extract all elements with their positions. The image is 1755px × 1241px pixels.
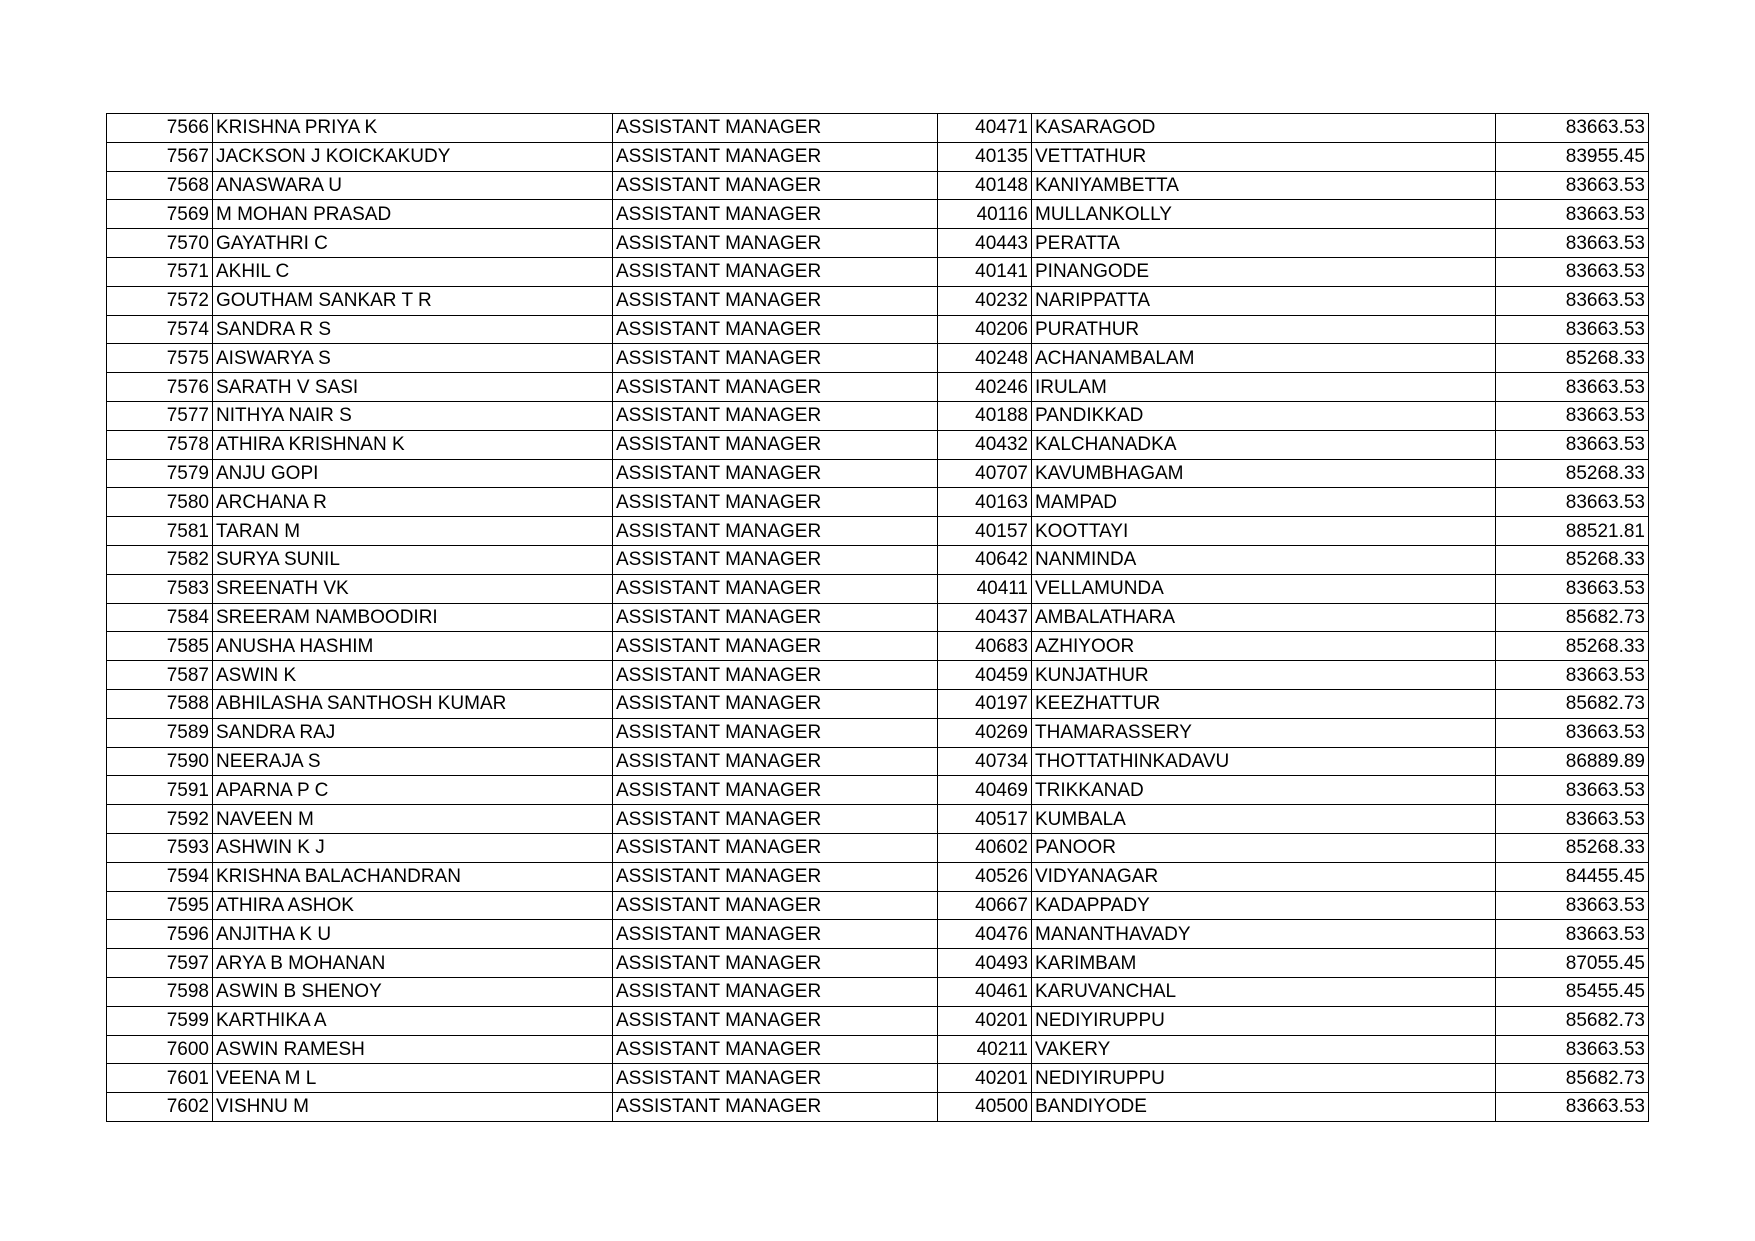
employee-id-cell: 7588 [107, 689, 213, 718]
table-row [107, 229, 1649, 258]
branch-code-cell: 40493 [938, 949, 1032, 978]
employee-name-cell: ATHIRA KRISHNAN K [213, 430, 613, 459]
employee-name-cell: SREENATH VK [213, 574, 613, 603]
amount-cell: 83663.53 [1496, 776, 1649, 805]
branch-code-cell: 40201 [938, 1006, 1032, 1035]
amount-cell: 85268.33 [1496, 545, 1649, 574]
table-row [107, 747, 1649, 776]
amount-cell: 83663.53 [1496, 114, 1649, 143]
table-row [107, 1006, 1649, 1035]
amount-cell: 85682.73 [1496, 689, 1649, 718]
employee-id-cell: 7572 [107, 286, 213, 315]
branch-name-cell: PERATTA [1032, 229, 1496, 258]
designation-cell: ASSISTANT MANAGER [613, 1035, 938, 1064]
table-row [107, 401, 1649, 430]
designation-cell: ASSISTANT MANAGER [613, 488, 938, 517]
employee-name-cell: ANASWARA U [213, 171, 613, 200]
designation-cell: ASSISTANT MANAGER [613, 142, 938, 171]
employee-name-cell: SREERAM NAMBOODIRI [213, 603, 613, 632]
table-row [107, 488, 1649, 517]
branch-code-cell: 40517 [938, 805, 1032, 834]
employee-id-cell: 7570 [107, 229, 213, 258]
branch-name-cell: THOTTATHINKADAVU [1032, 747, 1496, 776]
designation-cell: ASSISTANT MANAGER [613, 718, 938, 747]
amount-cell: 83663.53 [1496, 171, 1649, 200]
employee-name-cell: SANDRA RAJ [213, 718, 613, 747]
employee-id-cell: 7571 [107, 257, 213, 286]
table-row [107, 661, 1649, 690]
employee-name-cell: ABHILASHA SANTHOSH KUMAR [213, 689, 613, 718]
branch-name-cell: KEEZHATTUR [1032, 689, 1496, 718]
branch-name-cell: KANIYAMBETTA [1032, 171, 1496, 200]
table-row [107, 286, 1649, 315]
amount-cell: 83663.53 [1496, 488, 1649, 517]
branch-name-cell: KUMBALA [1032, 805, 1496, 834]
branch-code-cell: 40734 [938, 747, 1032, 776]
designation-cell: ASSISTANT MANAGER [613, 1093, 938, 1122]
employee-id-cell: 7580 [107, 488, 213, 517]
amount-cell: 85268.33 [1496, 344, 1649, 373]
employee-name-cell: AKHIL C [213, 257, 613, 286]
branch-name-cell: VIDYANAGAR [1032, 862, 1496, 891]
branch-code-cell: 40476 [938, 920, 1032, 949]
employee-name-cell: ARCHANA R [213, 488, 613, 517]
amount-cell: 88521.81 [1496, 517, 1649, 546]
table-row [107, 949, 1649, 978]
employee-id-cell: 7568 [107, 171, 213, 200]
branch-name-cell: MANANTHAVADY [1032, 920, 1496, 949]
branch-name-cell: KASARAGOD [1032, 114, 1496, 143]
table-row [107, 977, 1649, 1006]
branch-code-cell: 40459 [938, 661, 1032, 690]
designation-cell: ASSISTANT MANAGER [613, 229, 938, 258]
branch-name-cell: KARUVANCHAL [1032, 977, 1496, 1006]
designation-cell: ASSISTANT MANAGER [613, 632, 938, 661]
branch-code-cell: 40471 [938, 114, 1032, 143]
branch-name-cell: PANOOR [1032, 833, 1496, 862]
employee-id-cell: 7602 [107, 1093, 213, 1122]
table-row [107, 257, 1649, 286]
branch-name-cell: AMBALATHARA [1032, 603, 1496, 632]
branch-name-cell: KALCHANADKA [1032, 430, 1496, 459]
amount-cell: 83663.53 [1496, 315, 1649, 344]
employee-id-cell: 7592 [107, 805, 213, 834]
employee-id-cell: 7582 [107, 545, 213, 574]
employee-name-cell: ASHWIN K J [213, 833, 613, 862]
employee-id-cell: 7581 [107, 517, 213, 546]
employee-id-cell: 7585 [107, 632, 213, 661]
table-body [107, 114, 1649, 1122]
branch-code-cell: 40148 [938, 171, 1032, 200]
branch-name-cell: IRULAM [1032, 373, 1496, 402]
branch-name-cell: MULLANKOLLY [1032, 200, 1496, 229]
employee-name-cell: VEENA M L [213, 1064, 613, 1093]
branch-code-cell: 40437 [938, 603, 1032, 632]
table-row [107, 545, 1649, 574]
designation-cell: ASSISTANT MANAGER [613, 257, 938, 286]
branch-code-cell: 40197 [938, 689, 1032, 718]
table-row [107, 891, 1649, 920]
amount-cell: 83955.45 [1496, 142, 1649, 171]
branch-code-cell: 40602 [938, 833, 1032, 862]
branch-name-cell: VELLAMUNDA [1032, 574, 1496, 603]
employee-id-cell: 7575 [107, 344, 213, 373]
employee-id-cell: 7590 [107, 747, 213, 776]
table-row [107, 344, 1649, 373]
branch-code-cell: 40211 [938, 1035, 1032, 1064]
amount-cell: 84455.45 [1496, 862, 1649, 891]
designation-cell: ASSISTANT MANAGER [613, 891, 938, 920]
employee-name-cell: KRISHNA BALACHANDRAN [213, 862, 613, 891]
amount-cell: 83663.53 [1496, 891, 1649, 920]
branch-name-cell: MAMPAD [1032, 488, 1496, 517]
branch-name-cell: VETTATHUR [1032, 142, 1496, 171]
employee-id-cell: 7600 [107, 1035, 213, 1064]
branch-code-cell: 40232 [938, 286, 1032, 315]
designation-cell: ASSISTANT MANAGER [613, 545, 938, 574]
table-row [107, 114, 1649, 143]
amount-cell: 83663.53 [1496, 229, 1649, 258]
designation-cell: ASSISTANT MANAGER [613, 401, 938, 430]
table-row [107, 574, 1649, 603]
employee-id-cell: 7596 [107, 920, 213, 949]
branch-name-cell: KOOTTAYI [1032, 517, 1496, 546]
employee-name-cell: KARTHIKA A [213, 1006, 613, 1035]
designation-cell: ASSISTANT MANAGER [613, 1006, 938, 1035]
amount-cell: 83663.53 [1496, 200, 1649, 229]
branch-code-cell: 40461 [938, 977, 1032, 1006]
employee-name-cell: SANDRA R S [213, 315, 613, 344]
table-row [107, 689, 1649, 718]
branch-code-cell: 40206 [938, 315, 1032, 344]
employee-id-cell: 7591 [107, 776, 213, 805]
branch-code-cell: 40500 [938, 1093, 1032, 1122]
designation-cell: ASSISTANT MANAGER [613, 200, 938, 229]
table-row [107, 862, 1649, 891]
employee-id-cell: 7577 [107, 401, 213, 430]
table-row [107, 833, 1649, 862]
branch-name-cell: PANDIKKAD [1032, 401, 1496, 430]
branch-name-cell: TRIKKANAD [1032, 776, 1496, 805]
amount-cell: 85682.73 [1496, 603, 1649, 632]
table-row [107, 430, 1649, 459]
designation-cell: ASSISTANT MANAGER [613, 689, 938, 718]
designation-cell: ASSISTANT MANAGER [613, 833, 938, 862]
amount-cell: 87055.45 [1496, 949, 1649, 978]
designation-cell: ASSISTANT MANAGER [613, 1064, 938, 1093]
employee-name-cell: ARYA B MOHANAN [213, 949, 613, 978]
employee-id-cell: 7595 [107, 891, 213, 920]
employee-name-cell: NEERAJA S [213, 747, 613, 776]
employee-name-cell: SARATH V SASI [213, 373, 613, 402]
branch-code-cell: 40526 [938, 862, 1032, 891]
employee-id-cell: 7584 [107, 603, 213, 632]
employee-id-cell: 7579 [107, 459, 213, 488]
table-row [107, 315, 1649, 344]
designation-cell: ASSISTANT MANAGER [613, 862, 938, 891]
designation-cell: ASSISTANT MANAGER [613, 920, 938, 949]
employee-name-cell: ASWIN B SHENOY [213, 977, 613, 1006]
table-row [107, 718, 1649, 747]
employee-id-cell: 7574 [107, 315, 213, 344]
branch-code-cell: 40135 [938, 142, 1032, 171]
branch-code-cell: 40246 [938, 373, 1032, 402]
amount-cell: 83663.53 [1496, 1035, 1649, 1064]
designation-cell: ASSISTANT MANAGER [613, 747, 938, 776]
designation-cell: ASSISTANT MANAGER [613, 517, 938, 546]
employee-id-cell: 7583 [107, 574, 213, 603]
branch-name-cell: THAMARASSERY [1032, 718, 1496, 747]
employee-id-cell: 7601 [107, 1064, 213, 1093]
branch-code-cell: 40469 [938, 776, 1032, 805]
designation-cell: ASSISTANT MANAGER [613, 430, 938, 459]
employee-name-cell: JACKSON J KOICKAKUDY [213, 142, 613, 171]
amount-cell: 85268.33 [1496, 833, 1649, 862]
branch-name-cell: ACHANAMBALAM [1032, 344, 1496, 373]
employee-id-cell: 7597 [107, 949, 213, 978]
employee-name-cell: AISWARYA S [213, 344, 613, 373]
amount-cell: 83663.53 [1496, 430, 1649, 459]
branch-code-cell: 40642 [938, 545, 1032, 574]
table-row [107, 142, 1649, 171]
amount-cell: 83663.53 [1496, 661, 1649, 690]
branch-code-cell: 40667 [938, 891, 1032, 920]
employee-name-cell: ANJU GOPI [213, 459, 613, 488]
designation-cell: ASSISTANT MANAGER [613, 574, 938, 603]
branch-name-cell: NEDIYIRUPPU [1032, 1064, 1496, 1093]
amount-cell: 85682.73 [1496, 1064, 1649, 1093]
amount-cell: 83663.53 [1496, 257, 1649, 286]
designation-cell: ASSISTANT MANAGER [613, 776, 938, 805]
employee-name-cell: VISHNU M [213, 1093, 613, 1122]
amount-cell: 83663.53 [1496, 718, 1649, 747]
designation-cell: ASSISTANT MANAGER [613, 977, 938, 1006]
branch-code-cell: 40157 [938, 517, 1032, 546]
amount-cell: 85455.45 [1496, 977, 1649, 1006]
branch-code-cell: 40116 [938, 200, 1032, 229]
employee-name-cell: TARAN M [213, 517, 613, 546]
branch-name-cell: KARIMBAM [1032, 949, 1496, 978]
branch-name-cell: KUNJATHUR [1032, 661, 1496, 690]
table-row [107, 603, 1649, 632]
employee-id-cell: 7594 [107, 862, 213, 891]
employee-name-cell: ATHIRA ASHOK [213, 891, 613, 920]
table-row [107, 171, 1649, 200]
employee-name-cell: KRISHNA PRIYA K [213, 114, 613, 143]
amount-cell: 85268.33 [1496, 459, 1649, 488]
branch-code-cell: 40141 [938, 257, 1032, 286]
branch-code-cell: 40201 [938, 1064, 1032, 1093]
designation-cell: ASSISTANT MANAGER [613, 459, 938, 488]
employee-name-cell: ANUSHA HASHIM [213, 632, 613, 661]
employee-id-cell: 7578 [107, 430, 213, 459]
branch-name-cell: VAKERY [1032, 1035, 1496, 1064]
table-row [107, 459, 1649, 488]
employee-name-cell: ASWIN K [213, 661, 613, 690]
employee-id-cell: 7599 [107, 1006, 213, 1035]
branch-name-cell: PURATHUR [1032, 315, 1496, 344]
employee-name-cell: GOUTHAM SANKAR T R [213, 286, 613, 315]
employee-name-cell: SURYA SUNIL [213, 545, 613, 574]
employee-name-cell: NAVEEN M [213, 805, 613, 834]
employee-name-cell: GAYATHRI C [213, 229, 613, 258]
designation-cell: ASSISTANT MANAGER [613, 344, 938, 373]
branch-name-cell: NEDIYIRUPPU [1032, 1006, 1496, 1035]
amount-cell: 83663.53 [1496, 286, 1649, 315]
employee-name-cell: ASWIN RAMESH [213, 1035, 613, 1064]
branch-code-cell: 40683 [938, 632, 1032, 661]
branch-code-cell: 40163 [938, 488, 1032, 517]
employee-id-cell: 7567 [107, 142, 213, 171]
employee-name-cell: APARNA P C [213, 776, 613, 805]
employee-id-cell: 7598 [107, 977, 213, 1006]
amount-cell: 85268.33 [1496, 632, 1649, 661]
employee-id-cell: 7576 [107, 373, 213, 402]
amount-cell: 83663.53 [1496, 920, 1649, 949]
amount-cell: 86889.89 [1496, 747, 1649, 776]
table-row [107, 1093, 1649, 1122]
amount-cell: 83663.53 [1496, 1093, 1649, 1122]
amount-cell: 83663.53 [1496, 373, 1649, 402]
table-row [107, 632, 1649, 661]
designation-cell: ASSISTANT MANAGER [613, 805, 938, 834]
branch-name-cell: BANDIYODE [1032, 1093, 1496, 1122]
table-row [107, 200, 1649, 229]
amount-cell: 83663.53 [1496, 574, 1649, 603]
employee-name-cell: ANJITHA K U [213, 920, 613, 949]
branch-code-cell: 40188 [938, 401, 1032, 430]
table-row [107, 1035, 1649, 1064]
employee-id-cell: 7589 [107, 718, 213, 747]
designation-cell: ASSISTANT MANAGER [613, 373, 938, 402]
table-row [107, 517, 1649, 546]
designation-cell: ASSISTANT MANAGER [613, 114, 938, 143]
branch-name-cell: NARIPPATTA [1032, 286, 1496, 315]
branch-code-cell: 40432 [938, 430, 1032, 459]
table-row [107, 776, 1649, 805]
designation-cell: ASSISTANT MANAGER [613, 171, 938, 200]
designation-cell: ASSISTANT MANAGER [613, 315, 938, 344]
staff-posting-table [106, 113, 1649, 1122]
amount-cell: 85682.73 [1496, 1006, 1649, 1035]
branch-name-cell: PINANGODE [1032, 257, 1496, 286]
employee-id-cell: 7566 [107, 114, 213, 143]
amount-cell: 83663.53 [1496, 401, 1649, 430]
branch-code-cell: 40248 [938, 344, 1032, 373]
employee-name-cell: NITHYA NAIR S [213, 401, 613, 430]
branch-code-cell: 40269 [938, 718, 1032, 747]
amount-cell: 83663.53 [1496, 805, 1649, 834]
employee-id-cell: 7569 [107, 200, 213, 229]
branch-name-cell: NANMINDA [1032, 545, 1496, 574]
branch-code-cell: 40707 [938, 459, 1032, 488]
table-row [107, 373, 1649, 402]
employee-id-cell: 7593 [107, 833, 213, 862]
designation-cell: ASSISTANT MANAGER [613, 286, 938, 315]
designation-cell: ASSISTANT MANAGER [613, 661, 938, 690]
employee-id-cell: 7587 [107, 661, 213, 690]
table-row [107, 920, 1649, 949]
designation-cell: ASSISTANT MANAGER [613, 949, 938, 978]
employee-name-cell: M MOHAN PRASAD [213, 200, 613, 229]
branch-name-cell: KAVUMBHAGAM [1032, 459, 1496, 488]
branch-code-cell: 40443 [938, 229, 1032, 258]
table-row [107, 805, 1649, 834]
designation-cell: ASSISTANT MANAGER [613, 603, 938, 632]
branch-name-cell: AZHIYOOR [1032, 632, 1496, 661]
table-row [107, 1064, 1649, 1093]
branch-name-cell: KADAPPADY [1032, 891, 1496, 920]
branch-code-cell: 40411 [938, 574, 1032, 603]
